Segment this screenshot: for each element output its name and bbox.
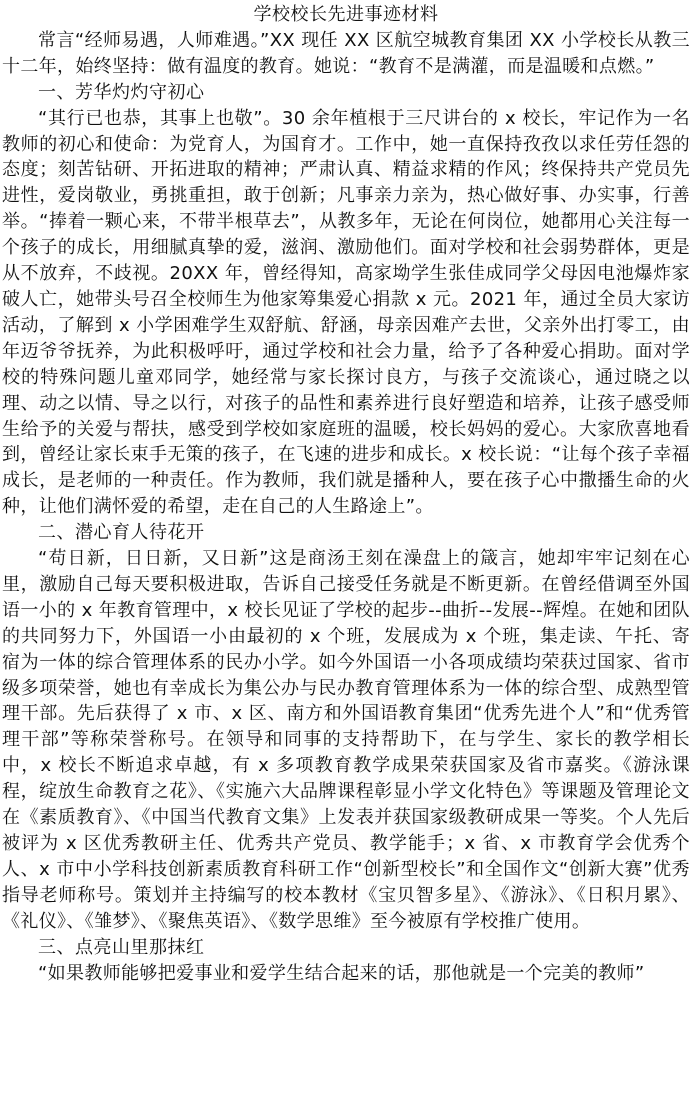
intro-paragraph: 常言“经师易遇，人师难遇。”XX 现任 XX 区航空城教育集团 XX 小学校长从教三十二年，始终坚持：做有温度的教育。她说：“教育不是满灌，而是温暖和点燃。” <box>2 29 690 77</box>
document-title: 学校校长先进事迹材料 <box>253 4 439 25</box>
section-2-paragraph: “苟日新，日日新，又日新”这是商汤王刻在澡盘上的箴言，她却牢牢记刻在心里，激励自己每天要积极进取，告诉自己接受任务就是不断更新。在曾经借调至外国语一小的 x 年教育管理中，x 校长见证了学校的起步--曲折--发展--辉煌。在她和团队的共同努力下，外国语一小由最初的 x 个班，发展成为 x 个班，集走读、午托、寄宿为一体的综合管理体系的民办小学。如今外国语一小各项成绩均荣获过国家、省市级多项荣誉，她也有幸成长为集公办与民办教育管理体系为一体的综合型、成熟型管理干部。先后获得了 x 市、x 区、南方和外国语教育集团“优秀先进个人”和“优秀管理干部”等称荣誉称号。在领导和同事的支持帮助下，在与学生、家长的教学相长中，x 校长不断追求卓越，有 x 多项教育教学成果荣获国家及省市嘉奖。《游泳课程，绽放生命教育之花》、《实施六大品牌课程彰显小学文化特色》等课题及管理论文在《素质教育》、《中国当代教育文集》上发表并获国家级教研成果一等奖。个人先后被评为 x 区优秀教研主任、优秀共产党员、教学能手；x 省、x 市教育学会优秀个人、x 市中小学科技创新素质教育科研工作“创新型校长”和全国作文“创新大赛”优秀指导老师称号。策划并主持编写的校本教材《宝贝智多星》、《游泳》、《日积月累》、《礼仪》、《雏梦》、《聚焦英语》、《数学思维》至今被原有学校推广使用。 <box>2 548 690 932</box>
section-1-paragraph: “其行已也恭，其事上也敬”。30 余年植根于三尺讲台的 x 校长，牢记作为一名教师的初心和使命：为党育人，为国育才。工作中，她一直保持孜孜以求任劳任怨的态度；刻苦钻研、开拓进取的精神；严肃认真、精益求精的作风；终保持共产党员先进性，爱岗敬业，勇挑重担，敢于创新；凡事亲力亲为，热心做好事、办实事，行善举。“捧着一颗心来，不带半根草去”，从教多年，无论在何岗位，她都用心关注每一个孩子的成长，用细腻真挚的爱，滋润、激励他们。面对学校和社会弱势群体，更是从不放弃，不歧视。20XX 年，曾经得知，高家坳学生张佳成同学父母因电池爆炸家破人亡，她带头号召全校师生为他家筹集爱心捐款 x 元。2021 年，通过全员大家访活动，了解到 x 小学困难学生双舒航、舒涵，母亲因难产去世，父亲外出打零工，由年迈爷爷抚养，为此积极呼吁，通过学校和社会力量，给予了各种爱心捐助。面对学校的特殊问题儿童邓同学，她经常与家长探讨良方，与孩子交流谈心，通过晓之以理、动之以情、导之以行，对孩子的品性和素养进行良好塑造和培养，让孩子感受师生给予的关爱与帮扶，感受到学校如家庭班的温暖，校长妈妈的爱心。大家欣喜地看到，曾经让家长束手无策的孩子，在飞速的进步和成长。x 校长说：“让每个孩子幸福成长，是老师的一种责任。作为教师，我们就是播种人，要在孩子心中撒播生命的火种，让他们满怀爱的希望，走在自己的人生路途上”。 <box>2 107 690 518</box>
document-page <box>2 2 690 986</box>
section-2-heading: 二、潜心育人待花开 <box>38 522 205 544</box>
section-1-heading: 一、芳华灼灼守初心 <box>38 81 205 103</box>
section-3-heading: 三、点亮山里那抹红 <box>38 936 205 958</box>
section-3-paragraph: “如果教师能够把爱事业和爱学生结合起来的话，那他就是一个完美的教师” <box>38 962 645 984</box>
